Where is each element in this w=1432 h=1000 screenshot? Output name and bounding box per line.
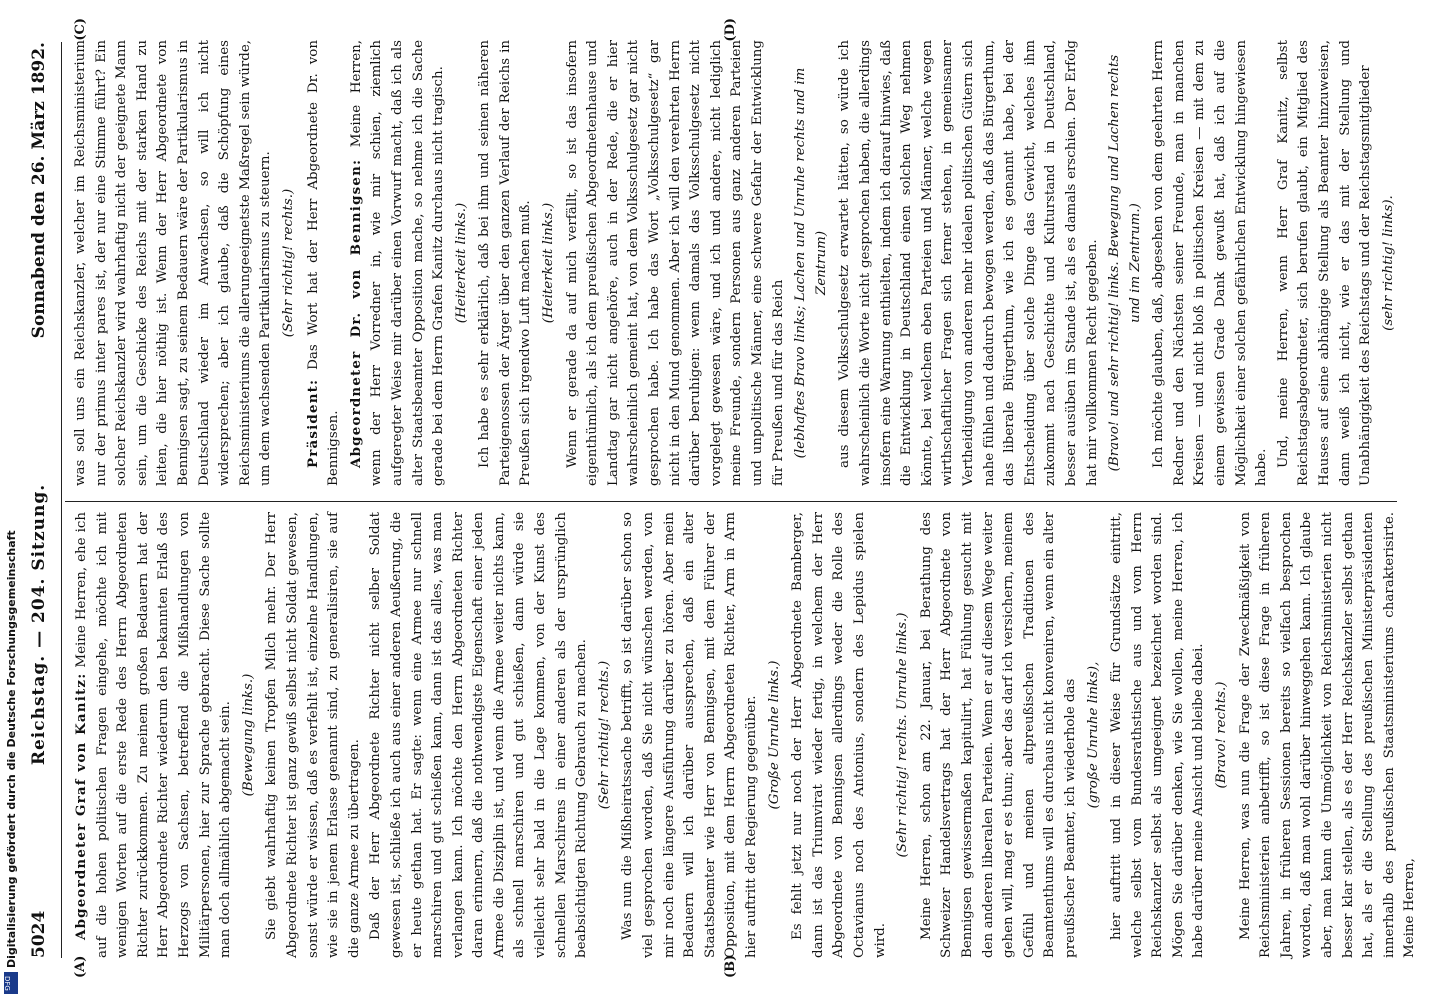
document-page [21,18,1418,980]
reaction-note: (Bewegung links.) [240,673,256,797]
running-header [29,42,57,958]
paragraph: was soll uns ein Reichskanzler, welcher im Reichsministerium nur der primus inter pares ist, der nur eine Stimme führt? Ein solcher Reichskanzler wird wahrhaftig nicht der geeignete Mann sein, um die Geschicke des Reichs mit der starken Hand zu leiten, die hier nöthig ist. Wenn der Herr Abgeordnete von Bennigsen sagt, zu seinem Bedauern wäre der Partikularismus in Deutschland wieder im Anwachsen, so will ich nicht widersprechen; aber ich glaube, daß die Schöpfung eines Reichsministeriums die allerungeeignetste Maßregel sein würde, um dem wachsenden Partikularismus zu steuern. [73,40,274,486]
reaction-note: (Sehr richtig! rechts.) [596,660,612,810]
reaction-note: (Sehr richtig! rechts.) [280,188,296,338]
speaker-name: Abgeordneter Graf von Kanitz: [73,672,89,940]
page-number: 5024 [29,910,49,958]
header-rule [61,42,62,958]
reaction-note: (sehr richtig! links). [1380,195,1396,331]
dfg-logo: DFG [4,972,18,994]
margin-mark-b: (B) [723,954,738,978]
reaction-note: (große Unruhe links), [1085,661,1101,809]
paragraph: Wenn er gerade da auf mich verfällt, so ist das insofern eigenthümlich, als ich dem preußischen Abgeordnetenhause und Landtag gar nicht angehöre, auch in der Rede, die er hier wahrscheinlich gemeint hat, von dem Volksschulgesetz gar nicht gesprochen habe. Ich habe das Wort „Volksschulgesetz“ gar nicht in den Mund genommen. Aber ich will den verehrten Herrn darüber beruhigen: wenn damals das Volksschulgesetz nicht vorgelegt gewesen wäre, und ich und andere, nicht lediglich meine Freunde, sondern Personen aus ganz anderen Parteien und unpolitische Männer, eine schwere Gefahr der Entwicklung für Preußen und für das Reich [564,40,786,486]
right-column [71,40,1397,486]
reaction-note: (lebhaftes Bravo links; Lachen und Unruhe rechts und im Zentrum) [793,67,829,459]
paragraph-text: Meine Herren, ehe ich auf die hohen politischen Fragen eingehe, möchte ich mit wenigen Worten auf die erste Rede des Herrn Abgeordneten Richter zurückkommen. Zu meinem großen Bedauern hat der Herr Abgeordnete Richter wiederum den bekannten Erlaß des Herzogs von Sachsen, betreffend die Mißhandlungen von Militärpersonen, hier zur Sprache gebracht. Diese Sache sollte man doch allmählich abgemacht sein. [74,511,234,958]
session-title: Reichstag. — 204. Sitzung. [29,483,49,766]
speaker-name: Präsident: [304,378,321,468]
paragraph [303,40,345,486]
paragraph [71,512,237,958]
paragraph: Daß der Herr Abgeordnete Richter nicht selber Soldat gewesen ist, schließe ich auch aus einer anderen Aeußerung, die er heute gethan hat. Er sagte: wenn eine Armee nur schnell marschiren und gut schießen kann, dann ist das alles, was man verlangen kann. Ich möchte den Herrn Abgeordneten Richter daran erinnern, daß die nothwendigste Eigenschaft einer jeden Armee die Disziplin ist, und wenn die Armee weiter nichts kann, als schnell marschiren und gut schießen, dann würde sie vielleicht sehr bald in die Lage kommen, von der Kunst des schnellen Marschirens in einer anderen als der ursprünglich beabsichtigten Richtung Gebrauch zu machen. [368,512,590,958]
margin-mark-d: (D) [723,18,738,42]
digitization-credit [4,0,20,998]
paragraph-text: Meine Herren, wenn der Herr Vorredner in, wie mir schien, ziemlich aufgeregter Weise mir darüber einen Vorwurf macht, daß ich als alter Staatsbeamter Opposition mache, so nehme ich die Sache gerade bei dem Herrn Grafen Kanitz durchaus nicht tragisch. [348,40,447,486]
paragraph: Und, meine Herren, wenn Herr Graf Kanitz, selbst Reichstagsabgeordneter, sich berufen glaubt, ein Mitglied des Hauses auf seine abhängige Stellung als Beamter hinzuweisen, dann weiß ich nicht, wie er das mit der Stellung und Unabhängigkeit des Reichstags und der Reichstagsmitglieder [1275,40,1374,486]
paragraph: Meine Herren, was nun die Frage der Zweckmäßigkeit von Reichsministerien anbetrifft, so ist diese Frage in früheren Jahren, in früheren Sessionen bereits so vielfach besprochen worden, daß man wohl darüber hinweggehen kann. Ich glaube aber, man kann die Unmöglichkeit von Reichsministerien nicht besser klar stellen, als es der Herr Reichskanzler selbst gethan hat, als er die Stellung des preußischen Ministerpräsidenten innerhalb des preußischen Staatsministeriums charakterisirte. Meine Herren, [1237,512,1418,958]
credit-text: Digitalisierung gefördert durch die Deutsche Forschungsgemeinschaft [5,530,18,968]
paragraph: Ich habe es sehr erklärlich, daß bei ihm und seinen näheren Parteigenossen der Ärger über den ganzen Verlauf der Reichs in Preußen sich irgendwo Luft machen muß. [477,40,534,486]
paragraph: hier auftritt und in dieser Weise für Grundsätze eintritt, welche selbst vom Bundesrathstische aus und vom Herrn Reichskanzler selbst als umgeeignet bezeichnet worden sind. Mögen Sie darüber denken, wie Sie wollen, meine Herren, ich habe darüber meine Ansicht und bleibe dabei. [1109,512,1207,958]
paragraph: Ich möchte glauben, daß, abgesehen von dem geehrten Herrn Redner und den Nächsten seiner Freunde, man in manchen Kreisen — und nicht bloß in politischen Kreisen — mit dem zu einem gewissen Grade Dank gewußt hat, daß ich auf die Möglichkeit einer solchen gefährlichen Entwicklung hingewiesen habe. [1151,40,1270,486]
paragraph [346,40,450,486]
reaction-note: (Heiterkeit links.) [453,202,469,324]
reaction-note: (Sehr richtig! rechts. Unruhe links.) [895,612,911,858]
speaker-name: Abgeordneter Dr. von Bennigsen: [347,158,364,468]
paragraph: Was nun die Mißheiratssache betrifft, so ist darüber schon so viel gesprochen worden, daß Sie nicht wünschen werden, von mir noch eine längere Ausführung darüber zu hören. Aber mein Bedauern will ich darüber aussprechen, daß ein alter Staatsbeamter wie Herr von Bennigsen, mit dem Führer der Opposition, mit dem Herrn Abgeordneten Richter, Arm in Arm hier auftritt der Regierung gegenüber. [620,512,759,958]
paragraph: Sie giebt wahrhaftig keinen Tropfen Milch mehr. Der Herr Abgeordnete Richter ist ganz gewiß selbst nicht Soldat gewesen, sonst würde er wissen, daß es verfehlt ist, einzelne Handlungen, wie sie in jenem Erlasse genannt sind, zu generalisiren, sie auf die ganze Armee zu übertragen. [264,512,362,958]
left-column [71,511,1418,958]
paragraph: Es fehlt jetzt nur noch der Herr Abgeordnete Bamberger, dann ist das Triumvirat wieder fertig, in welchem der Herr Abgeordnete von Bennigsen allerdings weder die Rolle des Octavianus noch des Antonius, sondern des Lepidus spielen wird. [790,512,888,958]
margin-mark-a: (A) [73,955,88,978]
reaction-note: (Heiterkeit links.) [541,202,557,324]
paragraph: aus diesem Volksschulgesetz erwartet hätten, so würde ich wahrscheinlich die Worte nicht gesprochen haben, die allerdings insofern eine Warnung enthielten, indem ich darauf hinwies, daß die Entwicklung in Deutschland einen solchen Weg nehmen könnte, bei welchem eben Parteien und Männer, welche wegen wirthschaftlicher Fragen sich ferner stehen, in gemeinsamer Vertheidigung von anderen mehr idealen politischen Gütern sich nahe fühlen und dadurch bewogen werden, daß das Bürgerthum, das liberale Bürgerthum, wie ich es genannt habe, bei der Entscheidung über solche Dinge das Gewicht, welches ihm zukommt nach Geschichte und Kulturstand in Deutschland, besser ausüben im Stande ist, als es damals erschien. Der Erfolg hat mir vollkommen Recht gegeben. [837,40,1100,486]
reaction-note: (Bravo! und sehr richtig! links. Bewegung und Lachen rechts und im Zentrum.) [1107,54,1143,472]
paragraph: Meine Herren, schon am 22. Januar, bei Berathung des Schweizer Handelsvertrags hat der Herr Abgeordnete von Bennigsen gewissermaßen kapitulirt, hat Fühlung gesucht mit den anderen liberalen Parteien. Wenn er auf diesem Wege weiter gehen will, mag er es thun; aber das darf ich versichern, meinem Gefühl und meinen altpreußischen Traditionen des Beamtenthums will es durchaus nicht konveniren, wenn ein alter preußischer Beamter, ich wiederhole das [918,512,1078,958]
column-divider [65,501,1397,502]
reaction-note: (Große Unruhe links.) [766,660,782,810]
session-date: Sonnabend den 26. März 1892. [29,42,49,339]
margin-mark-c: (C) [73,18,88,41]
reaction-note: (Bravo! rechts.) [1214,681,1230,789]
paragraph-text: Das Wort hat der Herr Abgeordnete Dr. von Bennigsen. [305,40,342,486]
